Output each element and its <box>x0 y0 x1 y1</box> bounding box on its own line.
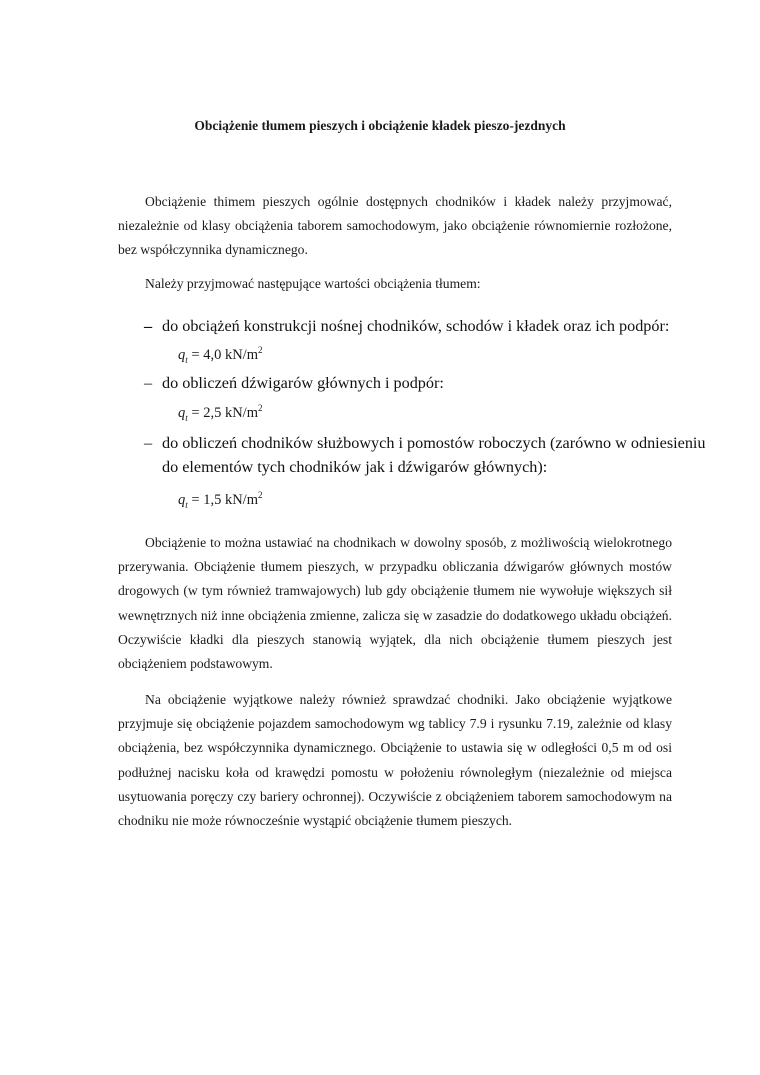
formula-value: = 4,0 $kN/m^2$ <box>187 345 263 363</box>
list-item <box>144 431 724 479</box>
paragraph-values-intro: Należy przyjmować następujące wartości obciążenia tłumem: <box>145 276 481 291</box>
formula-value: = 2,5 $kN/m^2$ <box>187 403 263 421</box>
formula-value: = 1,5 $kN/m^2$ <box>187 490 263 508</box>
formula-load-value <box>178 490 262 510</box>
paragraph-placement: Obciążenie to można ustawiać na chodnikach w dowolny sposób, z możliwością wielokrotnego przerywania. Obciążenie tłumem pieszych, w przypadku obliczania dźwigarów głównych mostów drogowych (w tym również tramwajowych) lub gdy obciążenie tłumem nie wywołuje większych sił wewnętrznych niż inne obciążenia zmienne, zalicza się w zasadzie do dodatkowego układu obciążeń. Oczywiście kładki dla pieszych stanowią wyjątek, dla nich obciążenie tłumem pieszych jest obciążeniem podstawowym. <box>118 535 672 672</box>
formula-symbol: $q_t$ <box>178 346 188 365</box>
list-item-text: do obliczeń chodników służbowych i pomostów roboczych (zarówno w odniesieniu do elementów tych chodników jak i dźwigarów głównych): <box>162 434 706 476</box>
list-item-text: do obliczeń dźwigarów głównych i podpór: <box>162 374 444 392</box>
page-title: Obciążenie tłumem pieszych i obciążenie kładek pieszo-jezdnych <box>194 118 566 133</box>
formula-symbol: $q_t$ <box>178 491 188 510</box>
dash-bullet: – <box>144 374 153 392</box>
formula-load-value <box>178 403 262 423</box>
formula-load-value <box>178 345 262 365</box>
paragraph-intro: Obciążenie thimem pieszych ogólnie dostępnych chodników i kładek należy przyjmować, niezależnie od klasy obciążenia taborem samochodowym, jako obciążenie równomiernie rozłożone, bez współczynnika dynamicznego. <box>118 194 672 258</box>
paragraph-exceptional-load: Na obciążenie wyjątkowe należy również sprawdzać chodniki. Jako obciążenie wyjątkowe przyjmuje się obciążenie pojazdem samochodowym wg tablicy 7.9 i rysunku 7.19, zależnie od klasy obciążenia, bez współczynnika dynamicznego. Obciążenie to ustawia się w odległości 0,5 m od osi podłużnej nacisku koła od krawędzi pomostu w położeniu równoległym (niezależnie od miejsca usytuowania poręczy czy bariery ochronnej). Oczywiście z obciążeniem taborem samochodowym na chodniku nie może równocześnie wystąpić obciążenie tłumem pieszych. <box>118 692 672 829</box>
list-item <box>144 371 724 395</box>
formula-symbol: $q_t$ <box>178 404 188 423</box>
dash-bullet: – <box>144 317 153 335</box>
list-item <box>144 314 724 338</box>
dash-bullet: – <box>144 434 153 452</box>
list-item-text: do obciążeń konstrukcji nośnej chodników, schodów i kładek oraz ich podpór: <box>162 317 670 335</box>
